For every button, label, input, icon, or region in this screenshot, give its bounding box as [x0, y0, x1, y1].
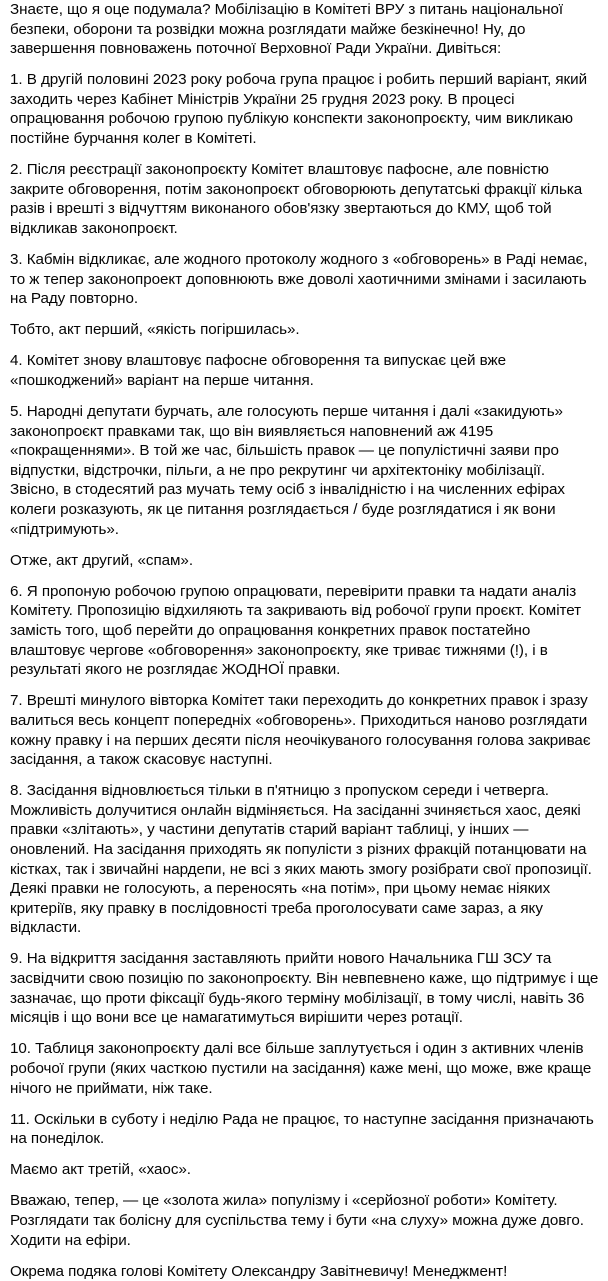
post-paragraph-point-8: 8. Засідання відновлюється тільки в п'ятницю з пропуском середи і четверга. Можливість долучитися онлайн відміняється. На засіданні зчиняється хаос, деякі правки «злітають», у частини депутатів старий варіант таблиці, у інших — оновлений. На засідання приходять як популісти з різних фракцій потанцювати на кістках, так і звичайні нардепи, не всі з яких мають змогу розібрати свої пропозиції. Деякі правки не голосують, а переносять «на потім», при цьому немає ніяких критеріїв, яку правку в послідовності треба проголосувати саме зараз, а яку відкласти. [10, 782, 592, 937]
post-paragraph-point-2: 2. Після реєстрації законопроєкту Комітет влаштовує пафосне, але повністю закрите обговорення, потім законопроєкт обговорюють депутатські фракції кілька разів і врешті з відчуттям виконаного обов'язку звертаються до КМУ, щоб той відкликав законопроєкт. [10, 161, 583, 237]
post-paragraph-point-4: 4. Комітет знову влаштовує пафосне обговорення та випускає цей вже «пошкоджений» варіант на перше читання. [10, 352, 507, 389]
post-paragraph-point-11: 11. Оскільки в суботу і неділю Рада не працює, то наступне засідання призначають на понеділок. [10, 1110, 594, 1148]
post-paragraph-point-1: 1. В другій половині 2023 року робоча група працює і робить перший варіант, який заходить через Кабінет Міністрів України 25 грудня 2023 року. В процесі опрацювання робочою групою публікую конспекти законопроєкту, чим викликаю постійне бурчання колег в Комітеті. [10, 71, 588, 148]
post-paragraph-point-7: 7. Врешті минулого вівторка Комітет таки переходить до конкретних правок і зразу валиться весь концепт попередніх «обговорень». Приходиться наново розглядати кожну правку і на перших десяти після неочікуваного голосування голова закриває засідання, а також скасовує наступні. [10, 692, 591, 769]
post-paragraph-intro: Знаєте, що я оце подумала? Мобілізацію в Комітеті ВРУ з питань національної безпеки, оборони та розвідки можна розглядати майже безкінечно! Ну, до завершення повноважень поточної Верховної Ради України. Дивіться: [10, 1, 564, 58]
post-paragraph-point-3: 3. Кабмін відкликає, але жодного протоколу жодного з «обговорень» в Раді немає, то ж тепер законопроект доповнюють вже доволі хаотичними змінами і засилають на Раду повторно. [10, 251, 588, 308]
post-paragraph-act-2: Отже, акт другий, «спам». [10, 551, 194, 569]
post-paragraph-point-5: 5. Народні депутати бурчать, але голосують перше читання і далі «закидують» законопроєкт правками так, що він виявляється наповнений аж 4195 «покращеннями». В той же час, більшість правок — це популістичні заяви про відпустки, відстрочки, пільги, а не про рекрутинг чи архітектоніку мобілізації. Звісно, в стодесятий раз мучать тему осіб з інвалідністю і на численних ефірах колеги розказують, як це питання розглядається / буде розглядатися і як вони «підтримують». [10, 403, 565, 538]
post-paragraph-act-1: Тобто, акт перший, «якість погіршилась». [10, 321, 300, 339]
post-paragraph-point-10: 10. Таблиця законопроєкту далі все більше заплутується і один з активних членів робочої групи (яких часткою пустили на засідання) каже мені, що може, вже краще нічого не приймати, ніж таке. [10, 1040, 592, 1097]
post-paragraph-point-6: 6. Я пропоную робочою групою опрацювати, перевірити правки та надати аналіз Комітету. Пропозицію відхиляють та закривають від робочої групи проєкт. Комітет замість того, щоб перейти до опрацювання конкретних правок постатейно влаштовує чергове «обговорення» законопроєкту, яке триває тижнями (!), і в результаті якого не розглядає ЖОДНОЇ правки. [10, 582, 582, 679]
post-paragraph-point-9: 9. На відкриття засідання заставляють прийти нового Начальника ГШ ЗСУ та засвідчити свою позицію по законопроєкту. Він невпевнено каже, що підтримує і ще зазначає, що проти фіксації будь-якого терміну мобілізації, в тому числі, навіть 36 місяців і що вони все це намагатимуться вирішити через ротації. [10, 950, 599, 1027]
post-paragraph-thanks: Окрема подяка голові Комітету Олександру Завітневичу! Менеджмент! [10, 1262, 508, 1280]
post-paragraph-conclusion: Вважаю, тепер, — це «золота жила» популізму і «серйозної роботи» Комітету. Розглядати так болісну для суспільства тему і бути «на слуху» можна дуже довго. Ходити на ефіри. [10, 1192, 584, 1249]
post-paragraph-act-3: Маємо акт третій, «хаос». [10, 1161, 191, 1179]
